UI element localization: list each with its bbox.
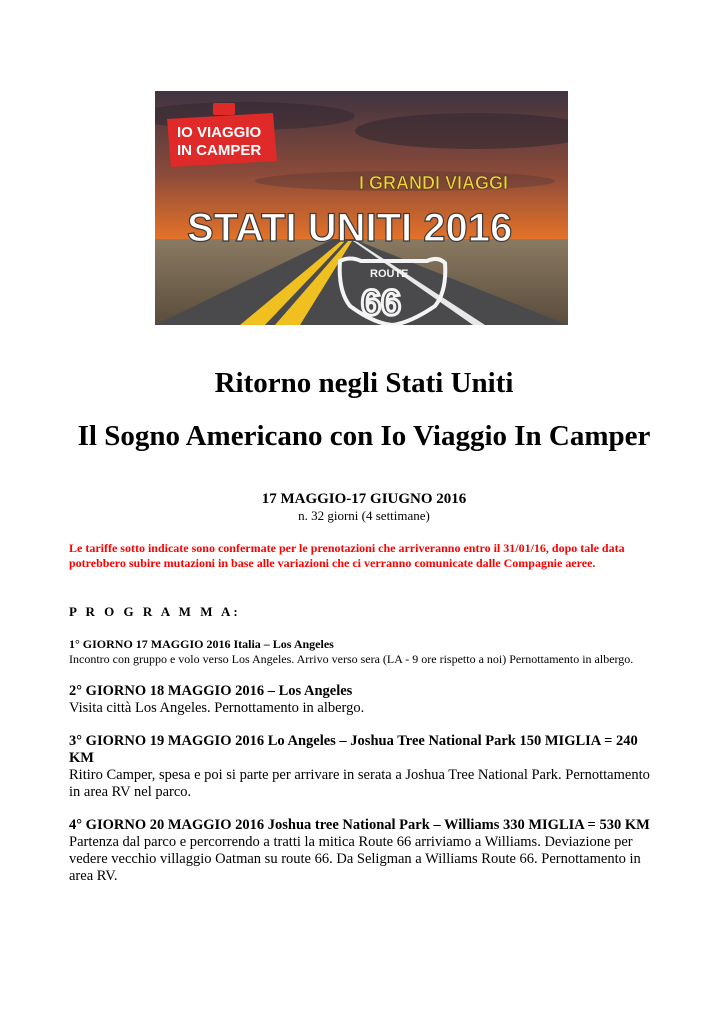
shield-route-label: ROUTE: [370, 268, 409, 280]
day-heading: 3° GIORNO 19 MAGGIO 2016 Lo Angeles – Joshua Tree National Park 150 MIGLIA = 240 KM: [69, 733, 638, 766]
travel-dates: 17 MAGGIO-17 GIUGNO 2016: [261, 491, 467, 507]
banner-image: [155, 91, 568, 325]
document-subtitle: Il Sogno Americano con Io Viaggio In Camper: [77, 420, 651, 452]
day-heading: 4° GIORNO 20 MAGGIO 2016 Joshua tree National Park – Williams 330 MIGLIA = 530 KM: [69, 817, 650, 833]
price-notice: Le tariffe sotto indicate sono confermate per le prenotazioni che arriveranno entro il 31/01/16, dopo tale data potrebbero subire mutazioni in base alle variazioni che ci verranno comunicate dalle Compagnie aeree.: [69, 541, 625, 570]
travel-duration: n. 32 giorni (4 settimane): [298, 508, 430, 523]
day-entry: [69, 637, 669, 667]
day-entry: [69, 733, 659, 801]
day-entry: [69, 683, 659, 717]
day-description: Ritiro Camper, spesa e poi si parte per arrivare in serata a Joshua Tree National Park. Pernottamento in area RV nel parco.: [69, 767, 650, 800]
day-description: Visita città Los Angeles. Pernottamento in albergo.: [69, 700, 365, 716]
logo-line2: IN CAMPER: [177, 142, 262, 159]
day-heading: 1° GIORNO 17 MAGGIO 2016 Italia – Los Angeles: [69, 637, 334, 651]
banner-subtitle: I GRANDI VIAGGI: [359, 173, 509, 193]
program-heading: P R O G R A M M A:: [69, 604, 241, 619]
day-description: Partenza dal parco e percorrendo a tratti la mitica Route 66 arriviamo a Williams. Deviazione per vedere vecchio villaggio Oatman su route 66. Da Seligman a Williams Route 66. Pernottamento in area RV.: [69, 834, 641, 884]
day-description: Incontro con gruppo e volo verso Los Angeles. Arrivo verso sera (LA - 9 ore rispetto a noi) Pernottamento in albergo.: [69, 652, 634, 666]
day-entry: [69, 817, 659, 885]
banner-graphic: [155, 91, 568, 325]
document-title: Ritorno negli Stati Uniti: [214, 367, 514, 399]
logo-line1: IO VIAGGIO: [177, 124, 262, 141]
day-heading: 2° GIORNO 18 MAGGIO 2016 – Los Angeles: [69, 683, 353, 699]
banner-title: STATI UNITI 2016: [187, 206, 513, 250]
shield-number: 66: [361, 282, 402, 323]
